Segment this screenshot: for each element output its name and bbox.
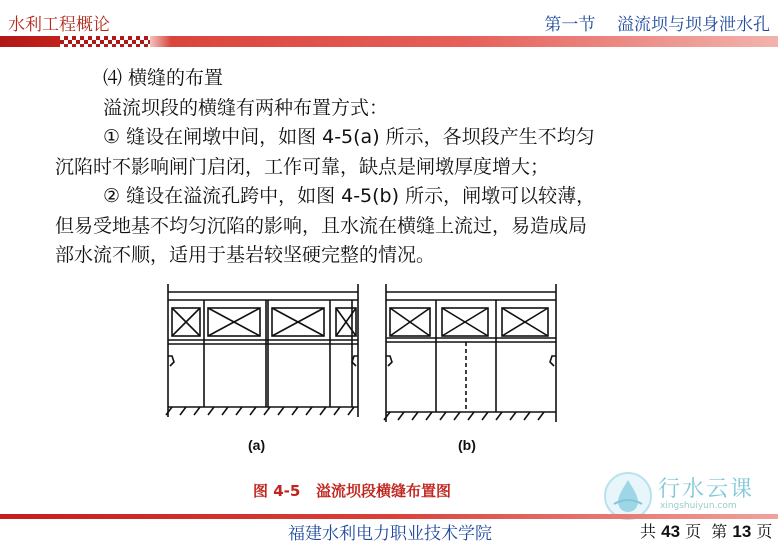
label-b: (b) — [458, 437, 476, 453]
option-1-line-1: ① 缝设在闸墩中间，如图 4-5(a) 所示，各坝段产生不均匀 — [103, 126, 595, 148]
header-checker-pattern — [60, 36, 150, 47]
section-title — [544, 10, 770, 35]
course-title: 水利工程概论 — [8, 15, 110, 35]
option-1-line-2: 沉陷时不影响闸门启闭，工作可靠，缺点是闸墩厚度增大； — [55, 155, 550, 178]
current-page: 13 — [732, 522, 752, 541]
section-number: 第一节 — [544, 15, 596, 35]
figure-4-5 — [162, 282, 562, 466]
header-decor-bar — [0, 36, 778, 47]
figure-caption — [253, 480, 451, 501]
watermark-title: 行水云课 — [658, 477, 755, 502]
total-pages: 43 — [661, 522, 681, 541]
diagram-b — [384, 284, 556, 422]
pages-mid: 页 第 — [685, 522, 728, 541]
label-a: (a) — [248, 437, 266, 453]
diagram-a — [166, 284, 358, 417]
school-name: 福建水利电力职业技术学院 — [288, 524, 492, 544]
section-topic: 溢流坝与坝身泄水孔 — [617, 15, 770, 35]
option-2-line-2: 但易受地基不均匀沉陷的影响，且水流在横缝上流过，易造成局 — [55, 214, 588, 237]
caption-text: 溢流坝段横缝布置图 — [316, 482, 452, 500]
caption-number: 图 4-5 — [253, 482, 301, 500]
joint-layout-drawing — [162, 282, 562, 462]
pages-suffix: 页 — [756, 522, 773, 541]
intro-line: 溢流坝段的横缝有两种布置方式： — [103, 96, 389, 119]
heading-line: ⑷ 横缝的布置 — [103, 67, 224, 89]
pages-prefix: 共 — [640, 522, 657, 541]
option-2-line-3: 部水流不顺，适用于基岩较坚硬完整的情况。 — [55, 244, 436, 266]
watermark-url: xingshuiyun.com — [660, 501, 737, 511]
slide-body — [55, 64, 745, 271]
option-2-line-1: ② 缝设在溢流孔跨中，如图 4-5(b) 所示，闸墩可以较薄， — [103, 185, 596, 207]
